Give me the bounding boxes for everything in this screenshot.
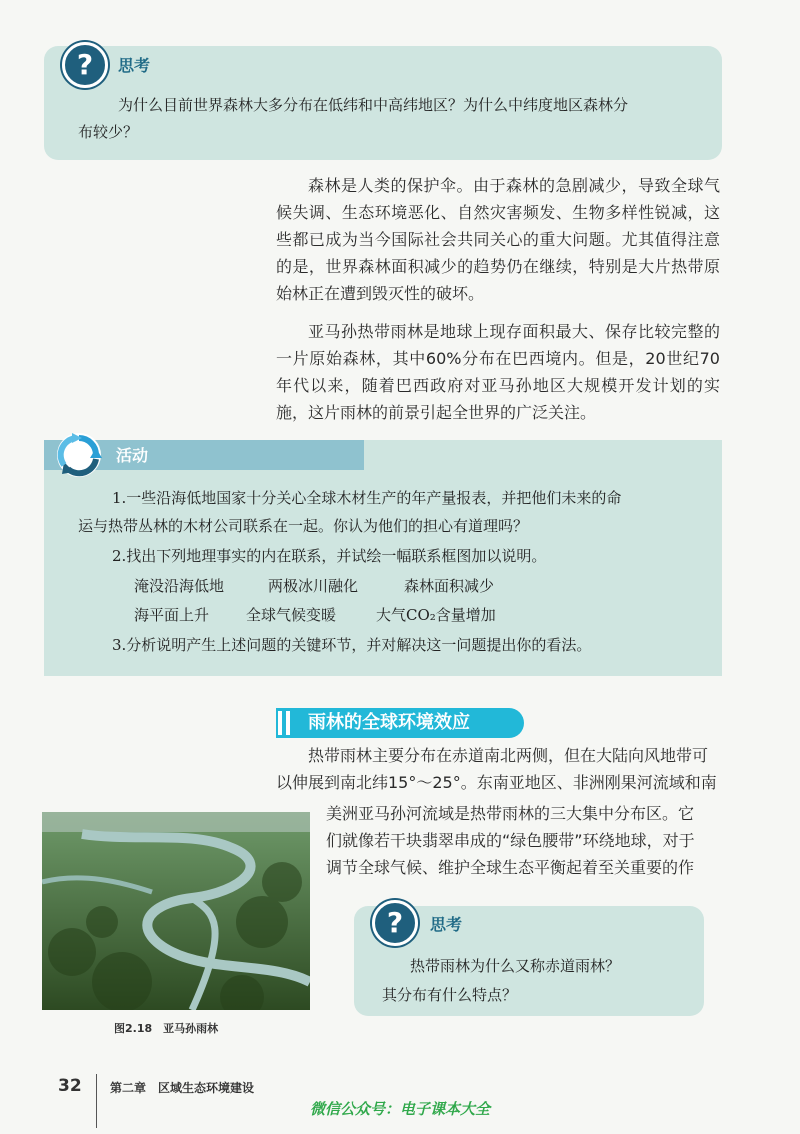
activity-item1-line2: 运与热带丛林的木材公司联系在一起。你认为他们的担心有道理吗？ xyxy=(78,517,529,535)
activity-item3: 3.分析说明产生上述问题的关键环节，并对解决这一问题提出你的看法。 xyxy=(112,636,592,654)
chapter-label: 第二章 区域生态环境建设 xyxy=(110,1081,255,1095)
fact-item: 海平面上升 xyxy=(134,606,210,624)
footer-divider xyxy=(96,1074,97,1128)
paragraph-forests-protect: 森林是人类的保护伞。由于森林的急剧减少，导致全球气候失调、生态环境恶化、自然灾害频发、生物多样性锐减，这些都已成为当今国际社会共同关心的重大问题。尤其值得注意的是，世界森林面积减少的趋势仍在继续，特别是大片热带原始林正在遭到毁灭性的破坏。 xyxy=(276,176,720,303)
question-icon: ? xyxy=(372,900,418,946)
paragraph-line: 调节全球气候、维护全球生态平衡起着至关重要的作 xyxy=(326,858,695,877)
amazon-rainforest-photo xyxy=(42,812,310,1010)
fact-item: 淹没沿海低地 xyxy=(134,577,225,595)
cycle-arrows-icon xyxy=(56,432,102,478)
paragraph-line: 美洲亚马孙河流域是热带雨林的三大集中分布区。它 xyxy=(326,804,695,823)
fact-item: 森林面积减少 xyxy=(404,577,495,595)
paragraph-line: 以伸展到南北纬15°～25°。东南亚地区、非洲刚果河流域和南 xyxy=(276,773,717,792)
section-title: 雨林的全球环境效应 xyxy=(308,712,470,733)
paragraph-line: 热带雨林主要分布在赤道南北两侧，但在大陆向风地带可 xyxy=(308,746,709,765)
paragraph-amazon: 亚马孙热带雨林是地球上现存面积最大、保存比较完整的一片原始森林，其中60%分布在巴西境内。但是，20世纪70年代以来，随着巴西政府对亚马孙地区大规模开发计划的实施，这片雨林的前景引起全世界的广泛关注。 xyxy=(276,322,720,422)
fact-item: 两极冰川融化 xyxy=(268,577,359,595)
watermark: 微信公众号：电子课本大全 xyxy=(310,1100,491,1118)
fact-item: 大气CO₂含量增加 xyxy=(376,606,496,624)
activity-item1-line1: 1.一些沿海低地国家十分关心全球木材生产的年产量报表，并把他们未来的命 xyxy=(112,489,622,507)
paragraph-line: 们就像若干块翡翠串成的“绿色腰带”环绕地球，对于 xyxy=(326,831,695,850)
think-box-2-title: 思考 xyxy=(430,915,463,934)
figure-caption: 图2.18 亚马孙雨林 xyxy=(114,1022,219,1035)
question-icon: ? xyxy=(62,42,108,88)
think-box-title: 思考 xyxy=(118,56,151,75)
heading-bars-icon xyxy=(278,711,294,735)
think-question-line1: 为什么目前世界森林大多分布在低纬和中高纬地区？为什么中纬度地区森林分 xyxy=(118,96,629,114)
think-question-line2: 布较少？ xyxy=(78,123,139,141)
think2-question-line2: 其分布有什么特点？ xyxy=(382,986,518,1004)
think2-question-line1: 热带雨林为什么又称赤道雨林？ xyxy=(410,957,621,975)
activity-title: 活动 xyxy=(116,446,149,465)
page-number: 32 xyxy=(58,1076,82,1096)
activity-item2: 2.找出下列地理事实的内在联系，并试绘一幅联系框图加以说明。 xyxy=(112,547,547,565)
fact-item: 全球气候变暖 xyxy=(246,606,337,624)
